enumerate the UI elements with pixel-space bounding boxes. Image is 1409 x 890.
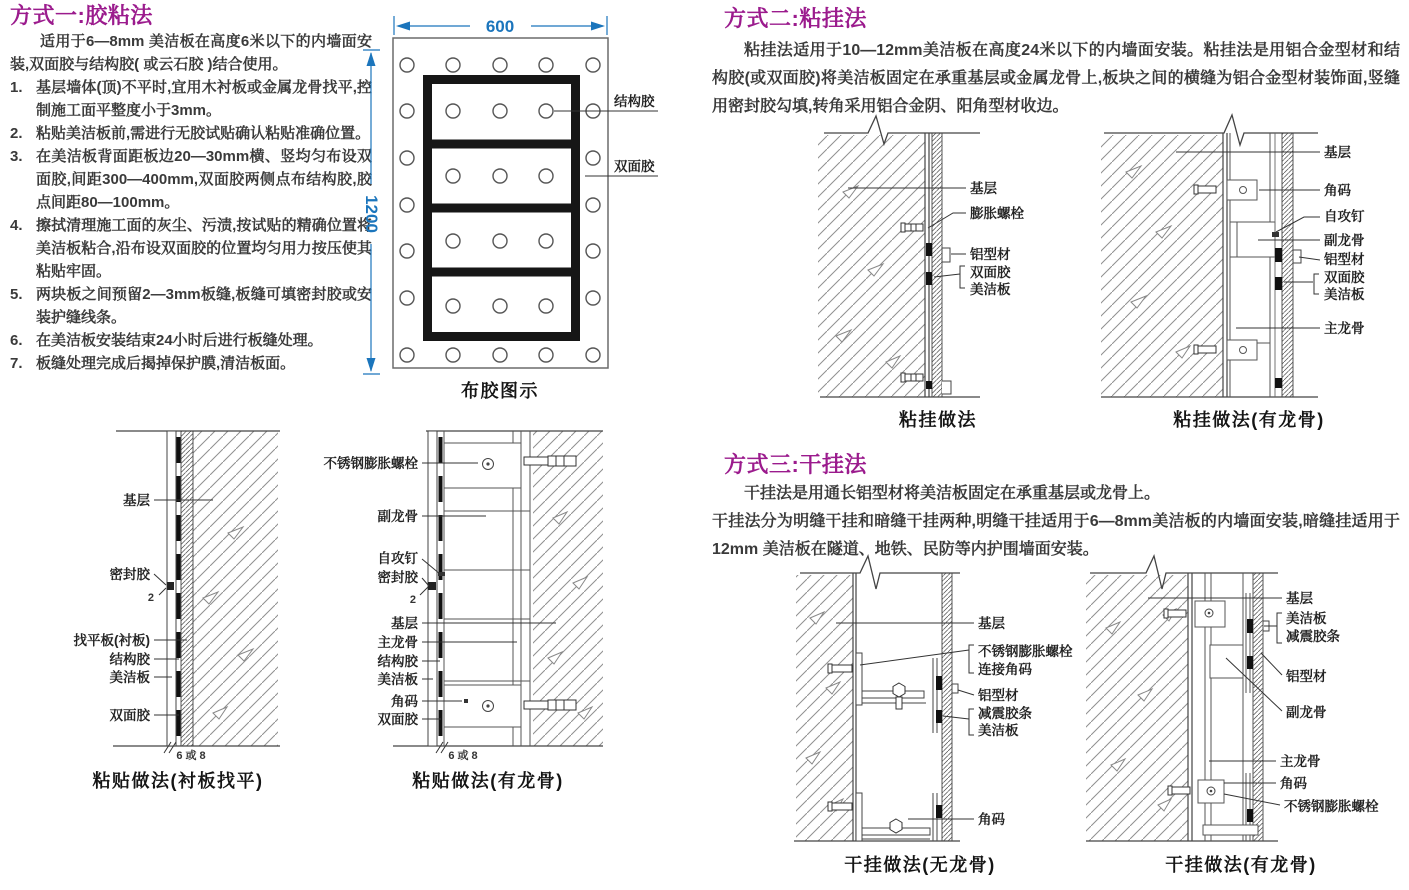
base-wall-hatch — [193, 431, 278, 746]
sub-keel-label: 副龙骨 — [377, 509, 418, 524]
method1-steps — [10, 76, 372, 375]
hex-nut-icon — [893, 683, 905, 697]
base-label: 基层 — [970, 181, 997, 196]
list-item — [10, 214, 372, 283]
wall-face-lines — [925, 133, 929, 397]
arrow-up-icon — [367, 52, 376, 66]
sealant-joint — [167, 582, 174, 590]
corner-brace-label: 角码 — [978, 812, 1005, 827]
step-text: 基层墙体(顶)不平时,宜用木衬板或金属龙骨找平,控制施工面平整度小于3mm。 — [36, 79, 372, 119]
method2-heading: 方式二:粘挂法 — [724, 6, 867, 31]
aluminum-profile-flange — [952, 684, 958, 693]
method2-section — [712, 2, 1400, 121]
base-label: 基层 — [123, 493, 150, 508]
base-wall-hatch — [818, 135, 925, 397]
step-number: 3. — [10, 148, 23, 165]
damping-strip-label: 减震胶条 — [978, 706, 1032, 721]
damping-strip-label: 减震胶条 — [1286, 629, 1340, 644]
brace-screw-dot — [464, 699, 468, 703]
paste-keel-detail-diagram — [298, 423, 610, 805]
list-item — [10, 145, 372, 214]
meijie-panel-section — [942, 573, 952, 841]
meijie-panel-label: 美洁板 — [978, 723, 1019, 738]
expansion-bolt-label: 膨胀螺栓 — [970, 206, 1024, 221]
sub-keel-label: 副龙骨 — [1324, 233, 1365, 248]
self-tapping-screw-label: 自攻钉 — [377, 551, 418, 566]
meijie-panel-label: 美洁板 — [109, 670, 150, 685]
ss-expansion-bolt-label: 不锈钢膨胀螺栓 — [323, 456, 418, 471]
bonded-hang-keel-detail-diagram — [1086, 110, 1408, 440]
diagram-caption: 干挂做法(有龙骨) — [1165, 855, 1317, 875]
double-sided-tape-label: 双面胶 — [1324, 270, 1365, 285]
diagram-caption: 粘贴做法(有龙骨) — [412, 771, 564, 791]
sealant-depth: 2 — [409, 594, 416, 606]
step-number: 1. — [10, 79, 23, 96]
wall-face-lines — [1223, 133, 1227, 397]
dry-hang-no-keel-diagram — [768, 553, 1080, 890]
base-wall-hatch — [796, 575, 853, 841]
structural-adhesive-label: 结构胶 — [109, 652, 150, 667]
tape-strips — [1275, 248, 1282, 388]
expansion-bolt-icon — [901, 373, 923, 382]
structural-adhesive-label: 结构胶 — [377, 654, 418, 669]
wall-face-lines — [1188, 573, 1192, 841]
step-text: 两块板之间预留2—3mm板缝,板缝可填密封胶或安装护缝线条。 — [36, 286, 372, 326]
aluminum-profile-label: 铝型材 — [1286, 669, 1327, 684]
base-wall-hatch — [1101, 135, 1223, 397]
step-number: 5. — [10, 286, 23, 303]
sealant-label: 密封胶 — [109, 567, 150, 582]
corner-brace-label: 角码 — [1280, 776, 1307, 791]
meijie-panel-label: 美洁板 — [377, 672, 418, 687]
bottom-profile — [942, 381, 951, 394]
step-number: 7. — [10, 355, 23, 372]
diagram-caption: 粘挂做法(有龙骨) — [1173, 410, 1325, 430]
meijie-panel-section — [1282, 133, 1293, 397]
self-tapping-screw-label: 自攻钉 — [1324, 209, 1365, 224]
method1-intro: 适用于6—8mm 美洁板在高度6米以下的内墙面安装,双面胶与结构胶( 或云石胶 )结合使用。 — [10, 33, 372, 73]
leveling-board-label: 找平板(衬板) — [73, 633, 150, 648]
double-sided-tape-label: 双面胶 — [970, 265, 1011, 280]
leader-lines — [836, 623, 974, 819]
step-text: 在美洁板安装结束24小时后进行板缝处理。 — [36, 332, 323, 349]
aluminum-profile-flange — [942, 248, 950, 262]
method3-section — [712, 448, 1400, 564]
main-keel-label: 主龙骨 — [1280, 754, 1321, 769]
hex-nut-icon — [890, 819, 902, 833]
list-item — [10, 352, 372, 375]
arrow-right-icon — [591, 22, 605, 31]
corner-brace-label: 角码 — [391, 694, 418, 709]
step-number: 6. — [10, 332, 23, 349]
meijie-panel-label: 美洁板 — [1324, 287, 1365, 302]
base-wall-hatch — [533, 431, 603, 746]
bonded-hang-detail-diagram — [788, 110, 1090, 440]
diagram-caption: 粘挂做法 — [899, 410, 977, 430]
sealant-depth: 2 — [147, 592, 154, 604]
diagram-caption: 干挂做法(无龙骨) — [844, 855, 996, 875]
sub-keel-box — [1210, 645, 1243, 678]
step-text: 粘贴美洁板前,需进行无胶试贴确认粘贴准确位置。 — [36, 125, 371, 142]
meijie-panel-label: 美洁板 — [970, 282, 1011, 297]
height-dimension: 1200 — [362, 195, 381, 233]
step-text: 擦拭清理施工面的灰尘、污渍,按试贴的精确位置将美洁板粘合,沿布设双面胶的位置均匀用力按压使其粘贴牢固。 — [36, 217, 372, 280]
main-keel-label: 主龙骨 — [377, 635, 418, 650]
arrow-left-icon — [396, 22, 410, 31]
corner-brace-label: 角码 — [1324, 183, 1351, 198]
diagram-caption: 布胶图示 — [461, 381, 539, 401]
method3-heading: 方式三:干挂法 — [724, 452, 867, 477]
aluminum-profile-label: 铝型材 — [978, 688, 1019, 703]
thickness-note: 6 或 8 — [176, 750, 206, 762]
base-label: 基层 — [1286, 591, 1313, 606]
structural-adhesive-label: 结构胶 — [614, 94, 655, 109]
leveling-board-section — [181, 431, 193, 746]
base-label: 基层 — [1324, 145, 1351, 160]
base-label: 基层 — [391, 616, 418, 631]
list-item — [10, 122, 372, 145]
diagram-caption: 粘贴做法(衬板找平) — [92, 771, 264, 791]
step-text: 板缝处理完成后揭掉保护膜,清洁板面。 — [36, 355, 296, 372]
main-keel-label: 主龙骨 — [1324, 321, 1365, 336]
sub-keel-label: 副龙骨 — [1286, 705, 1327, 720]
dry-hang-keel-diagram — [1078, 553, 1408, 890]
self-tapping-screw-icon — [1272, 232, 1279, 237]
paste-lining-detail-diagram — [28, 423, 320, 805]
list-item — [10, 283, 372, 329]
aluminum-profile-label: 铝型材 — [970, 247, 1011, 262]
double-sided-tape-label: 双面胶 — [614, 159, 655, 174]
meijie-panel-section — [932, 133, 942, 397]
method2-paragraph: 粘挂法适用于10—12mm美洁板在高度24米以下的内墙面安装。粘挂法是用铝合金型材和结构胶(或双面胶)将美洁板固定在承重基层或金属龙骨上,板块之间的横缝为铝合金型材装饰面,竖缝用密封胶勾填,转角采用铝合金阴、阳角型材收边。 — [712, 42, 1400, 115]
connecting-brace-label: 连接角码 — [978, 662, 1032, 677]
step-text: 在美洁板背面距板边20—30mm横、竖均匀布设双面胶,间距300—400mm,双面胶两侧点布结构胶,胶点间距80—100mm。 — [36, 148, 372, 211]
base-label: 基层 — [978, 616, 1005, 631]
list-item — [10, 76, 372, 122]
expansion-bolt-icon — [901, 223, 923, 232]
double-sided-tape-label: 双面胶 — [377, 712, 418, 727]
meijie-panel-label: 美洁板 — [1286, 611, 1327, 626]
aluminum-profile-label: 铝型材 — [1324, 252, 1365, 267]
aluminum-profile-flange — [1293, 250, 1301, 263]
width-dimension: 600 — [485, 17, 515, 36]
glue-layout-diagram — [358, 6, 692, 410]
sealant-joint — [428, 582, 436, 590]
step-number: 4. — [10, 217, 23, 234]
method1-heading: 方式一:胶粘法 — [10, 3, 153, 28]
step-number: 2. — [10, 125, 23, 142]
arrow-down-icon — [367, 358, 376, 372]
ss-expansion-bolt-label: 不锈钢膨胀螺栓 — [1284, 799, 1379, 814]
double-sided-tape-label: 双面胶 — [109, 708, 150, 723]
method1-section — [10, 4, 372, 375]
sealant-label: 密封胶 — [377, 570, 418, 585]
list-item — [10, 329, 372, 352]
method3-paragraph2: 干挂法分为明缝干挂和暗缝干挂两种,明缝干挂适用于6—8mm美洁板的内墙面安装,暗缝挂适用于12mm 美洁板在隧道、地铁、民防等内护围墙面安装。 — [712, 513, 1400, 558]
thickness-note: 6 或 8 — [448, 750, 478, 762]
ss-expansion-bolt-label: 不锈钢膨胀螺栓 — [978, 644, 1073, 659]
method3-paragraph1: 干挂法是用通长铝型材将美洁板固定在承重基层或龙骨上。 — [744, 485, 1161, 502]
